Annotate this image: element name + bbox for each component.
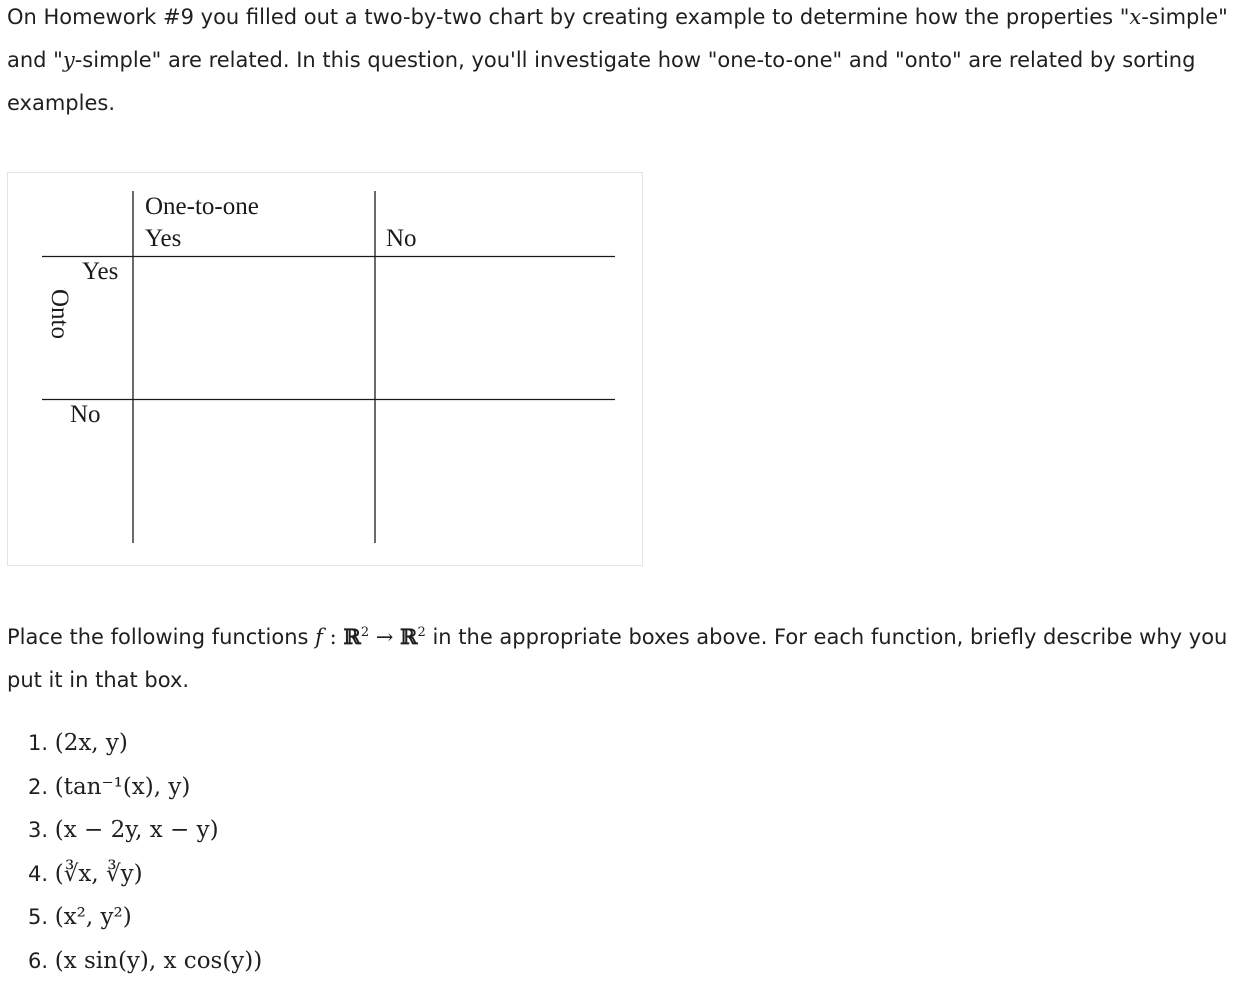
function-expression: (x − 2y, x − y) [54,817,219,844]
domain-exponent: 2 [360,625,370,640]
item-number: 6. [28,948,49,973]
row-yes-label: Yes [82,258,119,285]
row-header-title: Onto [46,289,73,339]
list-item [28,853,262,897]
column-yes-label: Yes [145,225,182,252]
column-header-title: One-to-one [145,193,259,220]
function-expression: (∛x, ∛y) [54,860,143,887]
codomain-exponent: 2 [417,625,426,640]
item-number: 5. [28,905,49,930]
item-number: 3. [28,818,49,843]
list-item [28,766,262,810]
function-expression: (2x, y) [54,730,128,756]
function-list [28,722,262,984]
chart-grid [8,173,642,565]
domain-symbol: ℝ [343,624,361,649]
instructions-paragraph [7,615,1235,702]
intro-text-2: -simple" and " [7,5,1228,72]
intro-paragraph [7,0,1235,125]
intro-text-3: -simple" are related. In this question, you'll investigate how "one-to-one" and "onto" are related by sorting examples. [7,48,1196,115]
function-expression: (x sin(y), x cos(y)) [54,947,263,974]
list-item [28,722,262,766]
instructions-text-2: in the appropriate boxes above. For each function, briefly describe why you put it in that box. [7,625,1228,692]
item-number: 1. [28,731,49,755]
two-by-two-chart [7,172,643,566]
function-expression: (x², y²) [54,904,132,931]
item-number: 4. [28,861,49,886]
codomain-symbol: ℝ [400,624,418,649]
instructions-text-1: Place the following functions [7,625,316,649]
colon-symbol: : [322,625,344,649]
arrow-icon: → [369,625,401,649]
function-symbol: f [315,625,323,649]
intro-text-1: On Homework #9 you filled out a two-by-two chart by creating example to determine how the properties " [7,5,1130,29]
var-y: y [62,48,75,72]
list-item [28,940,262,984]
list-item [28,896,262,940]
list-item [28,809,262,853]
row-no-label: No [70,401,101,428]
column-no-label: No [386,225,417,252]
item-number: 2. [28,774,49,799]
function-expression: (tan⁻¹(x), y) [54,773,191,800]
var-x: x [1129,5,1142,29]
